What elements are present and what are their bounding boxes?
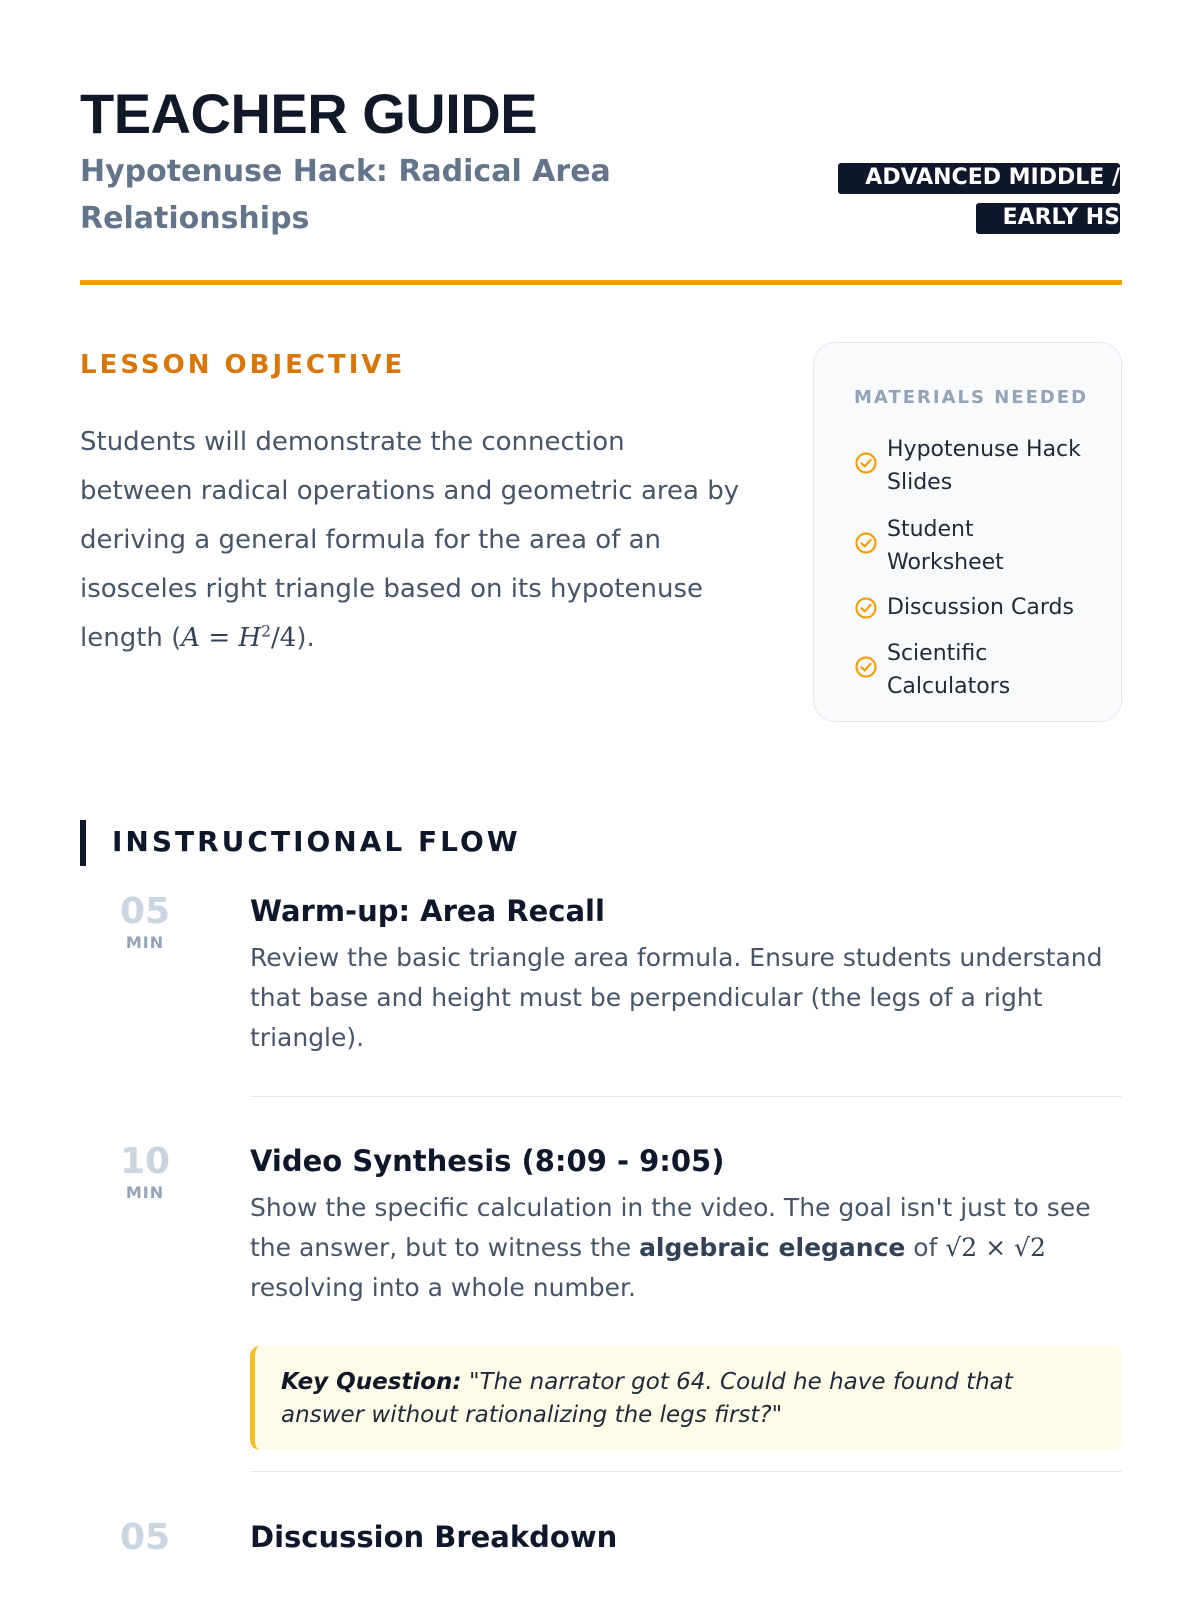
header-divider	[80, 280, 1122, 285]
step-duration	[80, 1142, 210, 1204]
section-accent-bar	[80, 820, 86, 866]
radical-expression: √2 × √2	[945, 1233, 1046, 1262]
formula-exponent: 2	[261, 622, 272, 641]
materials-heading: MATERIALS NEEDED	[854, 387, 1089, 408]
step-unit: MIN	[125, 933, 165, 952]
formula-equals: =	[208, 623, 231, 653]
formula-hypotenuse-var: H	[238, 623, 262, 653]
material-label: Hypotenuse Hack Slides	[887, 437, 1081, 495]
key-question-callout	[250, 1346, 1122, 1450]
step-minutes: 10	[119, 1141, 171, 1182]
step-minutes: 05	[119, 1517, 171, 1558]
page-title: TEACHER GUIDE	[80, 82, 538, 145]
step-desc-start: Show the specific calculation in the video. The goal isn't just to see the answer, but to witness the	[250, 1193, 1091, 1262]
step-body	[250, 1518, 1122, 1556]
lesson-subtitle: Hypotenuse Hack: Radical Area Relationships	[80, 154, 611, 236]
objective-end: ).	[296, 623, 315, 653]
step-minutes: 05	[119, 891, 171, 932]
check-circle-icon	[854, 531, 878, 555]
check-circle-icon	[854, 655, 878, 679]
level-badge	[790, 158, 1120, 238]
step-body	[250, 892, 1122, 1058]
step-title: Video Synthesis (8:09 - 9:05)	[250, 1144, 725, 1178]
step-title: Discussion Breakdown	[250, 1520, 618, 1554]
material-label: Scientific Calculators	[887, 641, 1011, 699]
material-label: Discussion Cards	[887, 595, 1074, 620]
check-circle-icon	[854, 596, 878, 620]
step-duration	[80, 1518, 210, 1558]
formula-area-var: A	[181, 623, 201, 653]
step-title: Warm-up: Area Recall	[250, 894, 605, 928]
objective-body: Students will demonstrate the connection between radical operations and geometric area by deriving a general formula for the area of an isosceles right triangle based on its hypotenuse length (	[80, 427, 740, 653]
flow-heading: INSTRUCTIONAL FLOW	[112, 825, 521, 858]
step-desc-emphasis: algebraic elegance	[639, 1233, 906, 1262]
area-formula	[181, 623, 296, 653]
check-circle-icon	[854, 451, 878, 475]
objective-text	[80, 418, 745, 663]
step-desc-mid: of	[905, 1233, 946, 1262]
step-description: Review the basic triangle area formula. Ensure students understand that base and height must be perpendicular (the legs of a right triangle).	[250, 943, 1103, 1052]
step-divider	[250, 1096, 1122, 1097]
formula-divisor: /4	[271, 623, 297, 653]
step-divider	[250, 1471, 1122, 1472]
step-description	[250, 1188, 1122, 1308]
step-desc-end: resolving into a whole number.	[250, 1273, 636, 1302]
key-question-text: "The narrator got 64. Could he have found that answer without rationalizing the legs first?"	[281, 1369, 1013, 1428]
step-unit: MIN	[125, 1183, 165, 1202]
materials-card	[813, 342, 1122, 722]
step-body	[250, 1142, 1122, 1450]
material-label: Student Worksheet	[887, 517, 1004, 575]
step-duration	[80, 892, 210, 954]
level-badge-label: ADVANCED MIDDLE / EARLY HS	[838, 163, 1120, 234]
objective-heading: LESSON OBJECTIVE	[80, 350, 406, 380]
key-question-label: Key Question:	[281, 1369, 462, 1395]
teacher-guide-page	[80, 0, 1122, 1600]
